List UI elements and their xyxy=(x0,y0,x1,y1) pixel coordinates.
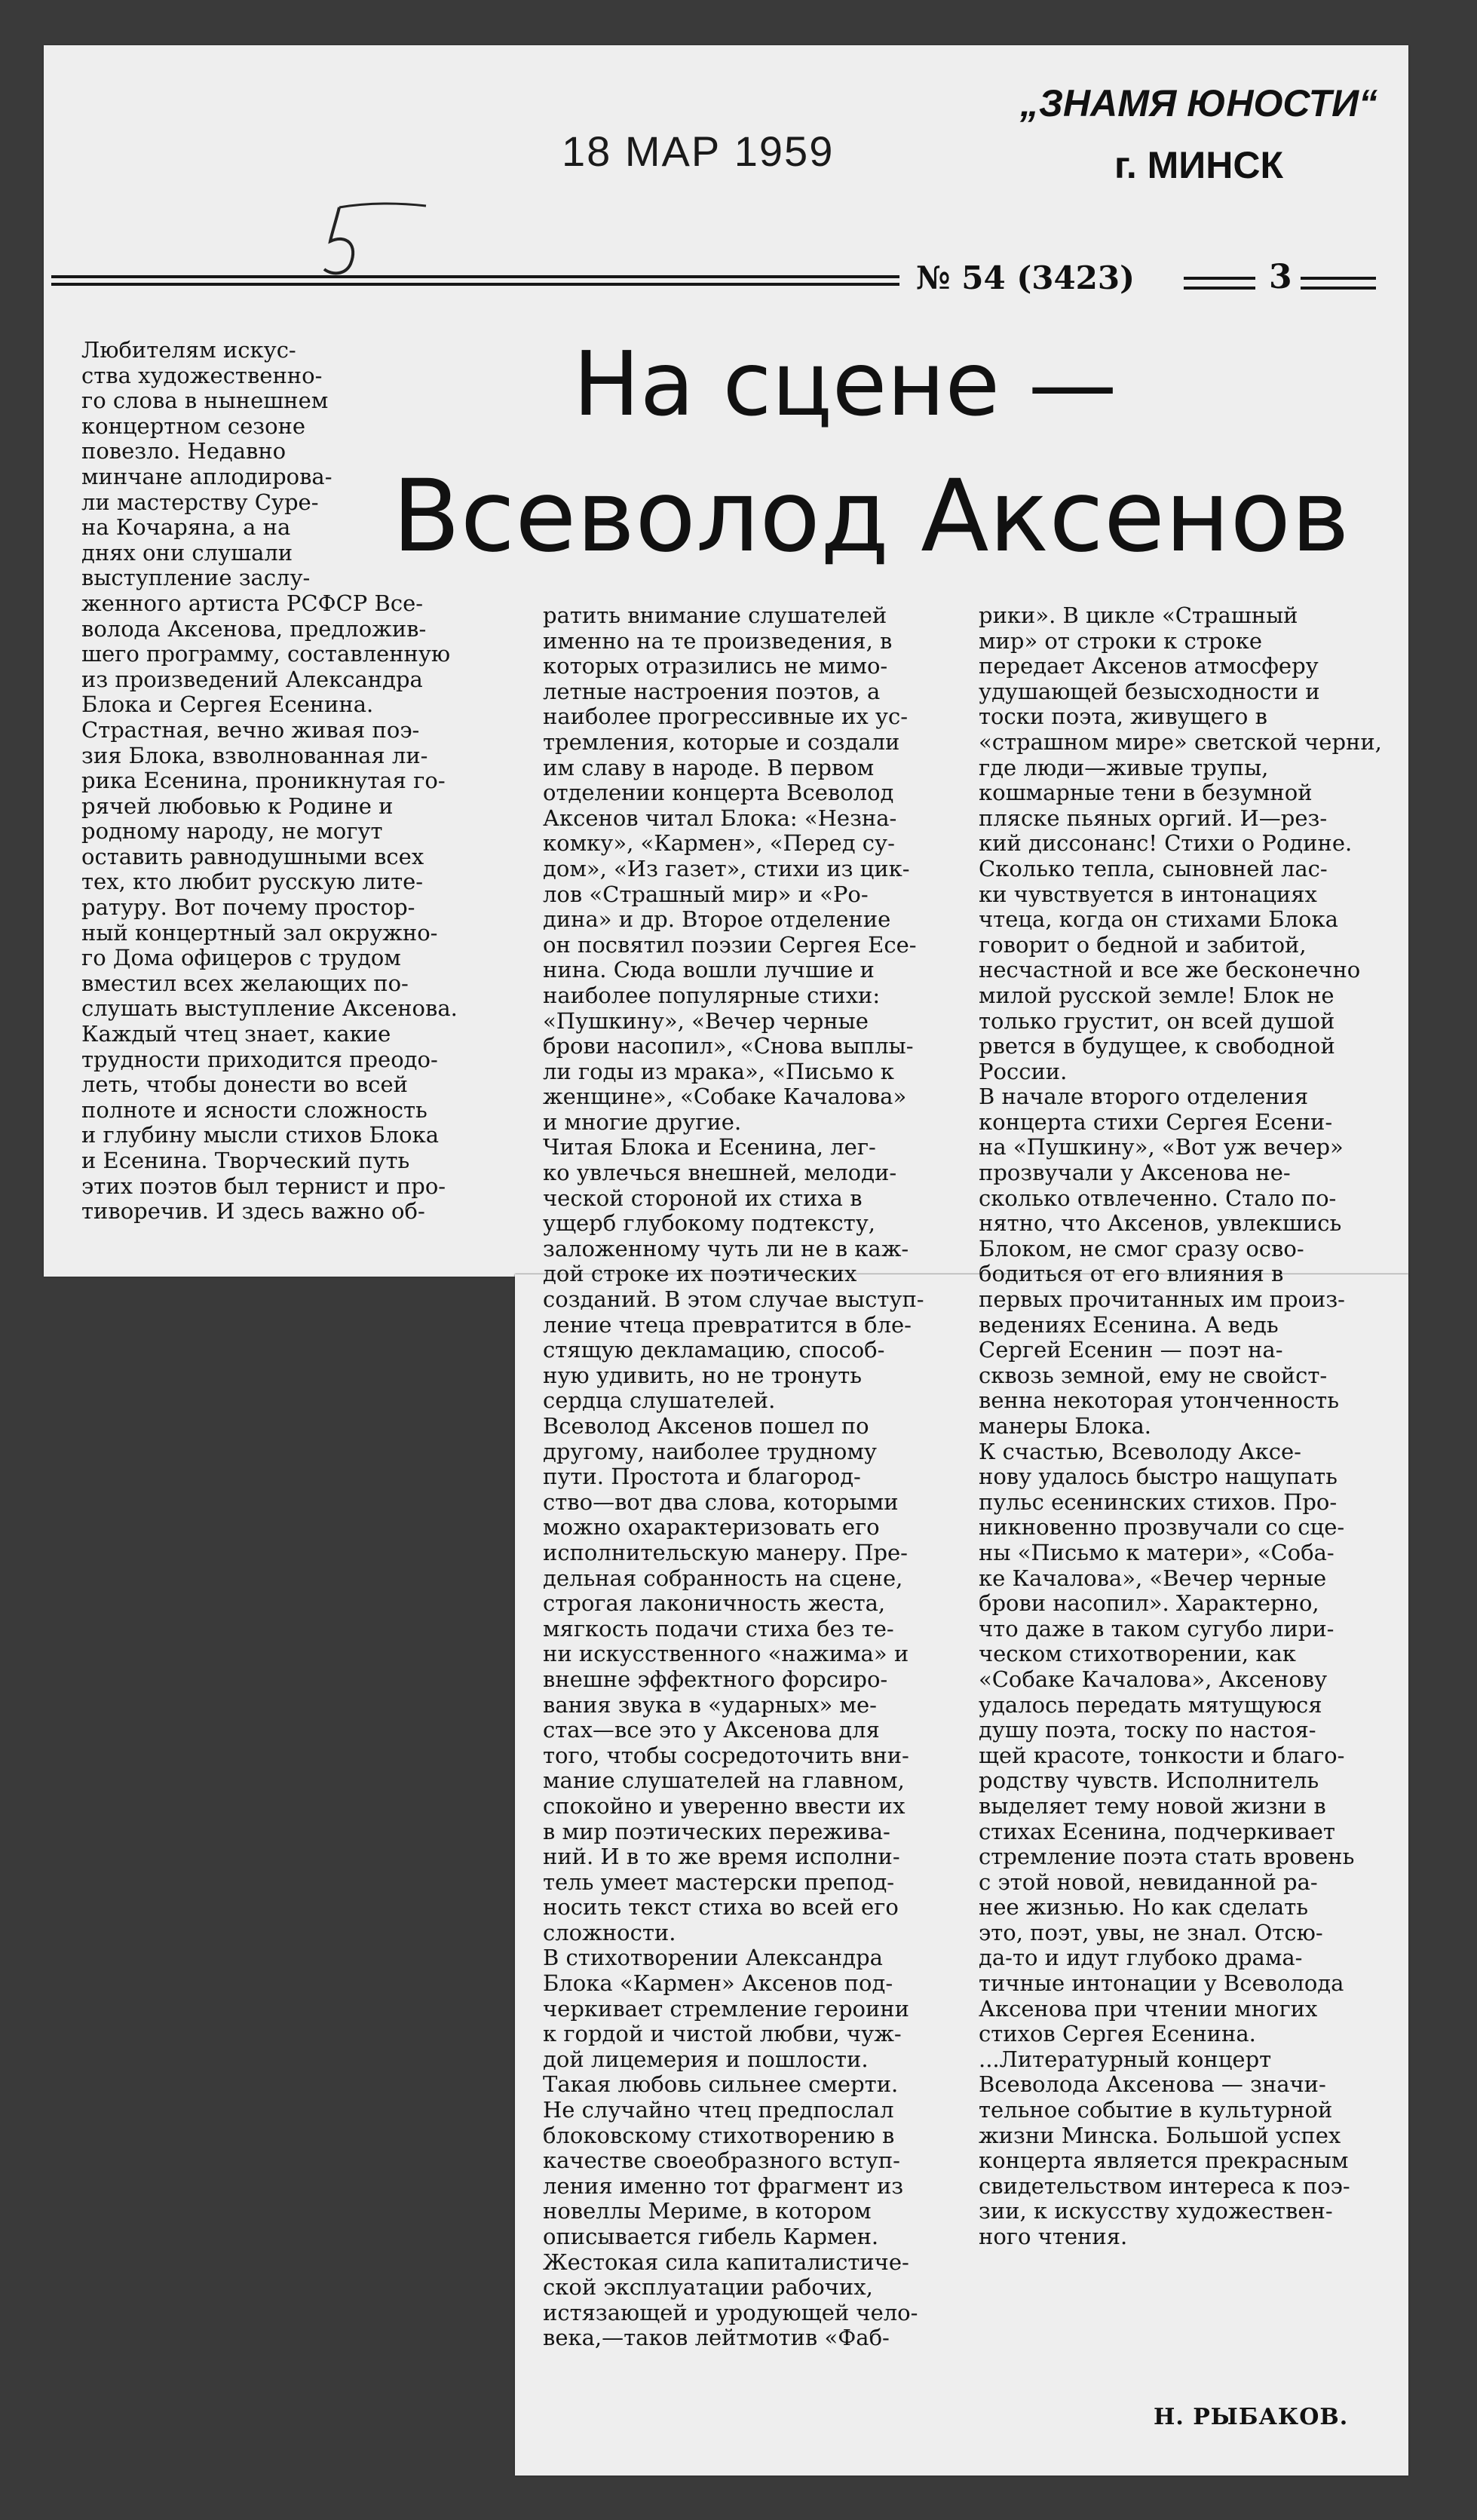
handwritten-mark xyxy=(317,200,430,287)
masthead-rule xyxy=(1184,277,1255,280)
masthead-rule xyxy=(1301,287,1376,290)
masthead-rule xyxy=(1184,287,1255,290)
newspaper-city: г. МИНСК xyxy=(1114,144,1283,186)
date-stamp: 18 МАР 1959 xyxy=(562,127,835,175)
masthead-rule xyxy=(51,275,899,278)
masthead-rule xyxy=(51,283,899,286)
article-column-3: рики». В цикле «Страшный мир» от строки к строке передает Аксенов атмосферу удушающей безысходности и тоски поэта, живущего в «страшном мире» светской черни, где люди—живые трупы, кошмарные тени в безумной пляске пьяных оргий. И—рез- кий диссонанс! Стихи о Родине. Сколько тепла, сыновней лас- ки чувствуется в интонациях чтеца, когда он стихами Блока говорит о бедной и забитой, несчастной и все же бесконечно милой русской земле! Блок не только грустит, он всей душой рвется в будущее, к свободной России. В начале второго отделения концерта стихи Сергея Есени- на «Пушкину», «Вот уж вечер» прозвучали у Аксенова не- сколько отвлеченно. Стало по- нятно, что Аксенов, увлекшись Блоком, не смог сразу осво- бодиться от его влияния в первых прочитанных им произ- ведениях Есенина. А ведь Сергей Есенин — поэт на- сквозь земной, ему не свойст- венна некоторая утонченность манеры Блока. К счастью, Всеволоду Аксе- нову удалось быстро нащупать пульс есенинских стихов. Про- никновенно прозвучали со сце- ны «Письмо к матери», «Соба- ке Качалова», «Вечер черные брови насопил». Характерно, что даже в таком сугубо лири- ческом стихотворении, как «Собаке Качалова», Аксенову удалось передать мятущуюся душу поэта, тоску по настоя- щей красоте, тонкости и благо- родству чувств. Исполнитель выделяет тему новой жизни в стихах Есенина, подчеркивает стремление поэта стать вровень с этой новой, невиданной ра- нее жизнью. Но как сделать это, поэт, увы, не знал. Отсю- да-то и идут глубоко драма- тичные интонации у Всеволода Аксенова при чтении многих стихов Сергея Есенина. ...Литературный концерт Всеволода Аксенова — значи- тельное событие в культурной жизни Минска. Большой успех концерта является прекрасным свидетельством интереса к поэ- зии, к искусству художествен- ного чтения. xyxy=(979,602,1382,2249)
newspaper-name: „ЗНАМЯ ЮНОСТИ“ xyxy=(1019,82,1378,124)
masthead-rule xyxy=(1301,277,1376,280)
article-column-1: Любителям искус- ства художественно- го слова в нынешнем концертном сезоне повезло. Недавно минчане аплодирова- ли мастерству Суре- на Кочаряна, а на днях они слушали выступление заслу- женного артиста РСФСР Все- волода Аксенова, предложив- шего программу, составленную из произведений Александра Блока и Сергея Есенина. Страстная, вечно живая поэ- зия Блока, взволнованная ли- рика Есенина, проникнутая го- рячей любовью к Родине и родному народу, не могут оставить равнодушными всех тех, кто любит русскую лите- ратуру. Вот почему простор- ный концертный зал окружно- го Дома офицеров с трудом вместил всех желающих по- слушать выступление Аксенова. Каждый чтец знает, какие трудности приходится преодо- леть, чтобы донести во всей полноте и ясности сложность и глубину мысли стихов Блока и Есенина. Творческий путь этих поэтов был тернист и про- тиворечив. И здесь важно об- xyxy=(81,337,458,1225)
article-column-2: ратить внимание слушателей именно на те произведения, в которых отразились не мимо- летные настроения поэтов, а наиболее прогрессивные их ус- тремления, которые и создали им славу в народе. В первом отделении концерта Всеволод Аксенов читал Блока: «Незна- комку», «Кармен», «Перед су- дом», «Из газет», стихи из цик- лов «Страшный мир» и «Ро- дина» и др. Второе отделение он посвятил поэзии Сергея Есе- нина. Сюда вошли лучшие и наиболее популярные стихи: «Пушкину», «Вечер черные брови насопил», «Снова выплы- ли годы из мрака», «Письмо к женщине», «Собаке Качалова» и многие другие. Читая Блока и Есенина, лег- ко увлечься внешней, мелоди- ческой стороной их стиха в ущерб глубокому подтексту, заложенному чуть ли не в каж- дой строке их поэтических созданий. В этом случае выступ- ление чтеца превратится в бле- стящую декламацию, способ- ную удивить, но не тронуть сердца слушателей. Всеволод Аксенов пошел по другому, наиболее трудному пути. Простота и благород- ство—вот два слова, которыми можно охарактеризовать его исполнительскую манеру. Пре- дельная собранность на сцене, строгая лаконичность жеста, мягкость подачи стиха без те- ни искусственного «нажима» и внешне эффектного форсиро- вания звука в «ударных» ме- стах—все это у Аксенова для того, чтобы сосредоточить вни- мание слушателей на главном, спокойно и уверенно ввести их в мир поэтических пережива- ний. И в то же время исполни- тель умеет мастерски препод- носить текст стиха во всей его сложности. В стихотворении Александра Блока «Кармен» Аксенов под- черкивает стремление героини к гордой и чистой любви, чуж- дой лицемерия и пошлости. Такая любовь сильнее смерти. Не случайно чтец предпослал блоковскому стихотворению в качестве своеобразного вступ- ления именно тот фрагмент из новеллы Мериме, в котором описывается гибель Кармен. Жестокая сила капиталистиче- ской эксплуатации рабочих, истязающей и уродующей чело- века,—таков лейтмотив «Фаб- xyxy=(543,602,924,2351)
author-signature: Н. РЫБАКОВ. xyxy=(1154,2404,1349,2430)
headline-line-2: Всеволод Аксенов xyxy=(392,458,1350,575)
issue-number: № 54 (3423) xyxy=(916,259,1135,296)
headline-line-1: На сцене — xyxy=(573,332,1117,436)
page-number: 3 xyxy=(1269,258,1292,296)
